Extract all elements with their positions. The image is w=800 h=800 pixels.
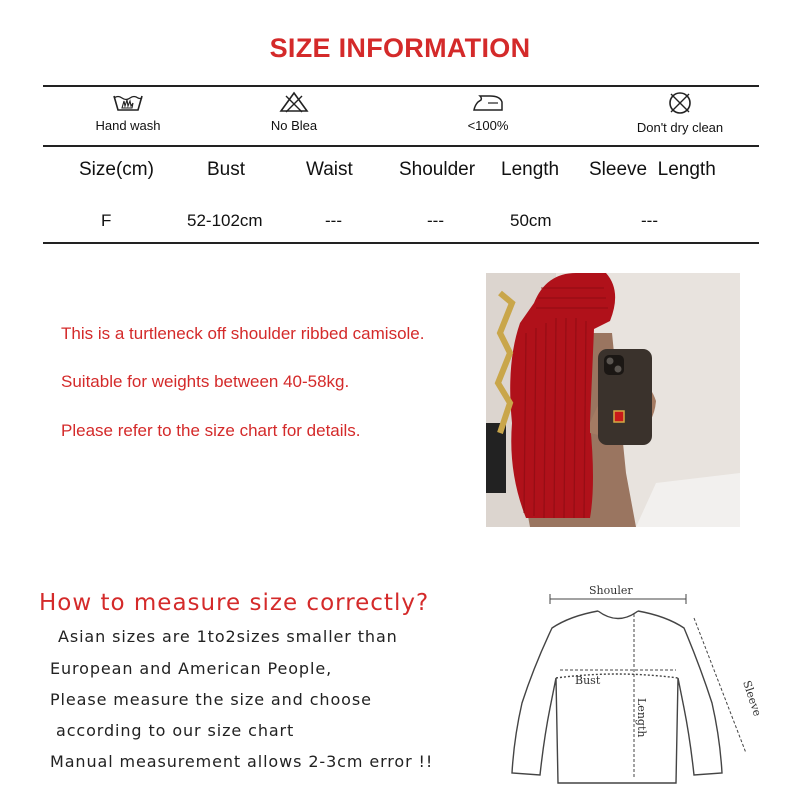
divider-top [43,85,759,87]
value-size: F [101,211,112,230]
product-photo-illustration [486,273,740,527]
care-label: Hand wash [95,118,161,133]
care-no-dry-clean [595,88,765,135]
header-bust: Bust [207,159,246,180]
value-length: 50cm [510,211,552,230]
value-sleeve-length: --- [641,211,658,230]
howto-title: How to measure size correctly? [39,590,430,616]
care-no-bleach [209,88,379,133]
size-table-row [43,211,759,241]
header-shoulder: Shoulder [399,159,476,180]
measurement-diagram [500,578,770,788]
care-label: Don't dry clean [636,120,724,135]
header-sleeve-length: Sleeve Length [589,159,716,180]
care-iron [403,88,573,133]
description-line: Please refer to the size chart for details. [61,421,361,440]
care-label: <100% [467,118,509,133]
hand-wash-icon [110,90,146,114]
howto-line: Manual measurement allows 2-3cm error !! [50,752,434,771]
header-size: Size(cm) [79,159,154,180]
header-length: Length [501,159,560,180]
howto-line: according to our size chart [56,721,295,740]
product-photo [486,273,740,527]
howto-line: European and American People, [50,659,333,678]
divider-middle [43,145,759,147]
description-line: Suitable for weights between 40-58kg. [61,372,350,391]
care-instructions [43,88,759,144]
diagram-label-shoulder: Shouler [589,584,633,597]
diagram-label-length: Length [635,698,648,738]
no-dry-clean-icon [662,90,698,116]
value-bust: 52-102cm [187,211,263,230]
page-title: SIZE INFORMATION [269,33,531,63]
care-hand-wash [43,88,213,133]
value-waist: --- [325,211,342,230]
howto-line: Please measure the size and choose [50,690,372,709]
diagram-label-sleeve: Sleeve [740,678,764,718]
divider-bottom [43,242,759,244]
care-label: No Blea [270,118,318,133]
value-shoulder: --- [427,211,444,230]
size-table-header [43,159,759,189]
header-waist: Waist [306,159,353,180]
iron-icon [468,90,508,114]
diagram-label-bust: Bust [575,674,601,687]
howto-line: Asian sizes are 1to2sizes smaller than [58,627,398,646]
description-line: This is a turtleneck off shoulder ribbed camisole. [61,324,425,343]
no-bleach-icon [276,90,312,114]
